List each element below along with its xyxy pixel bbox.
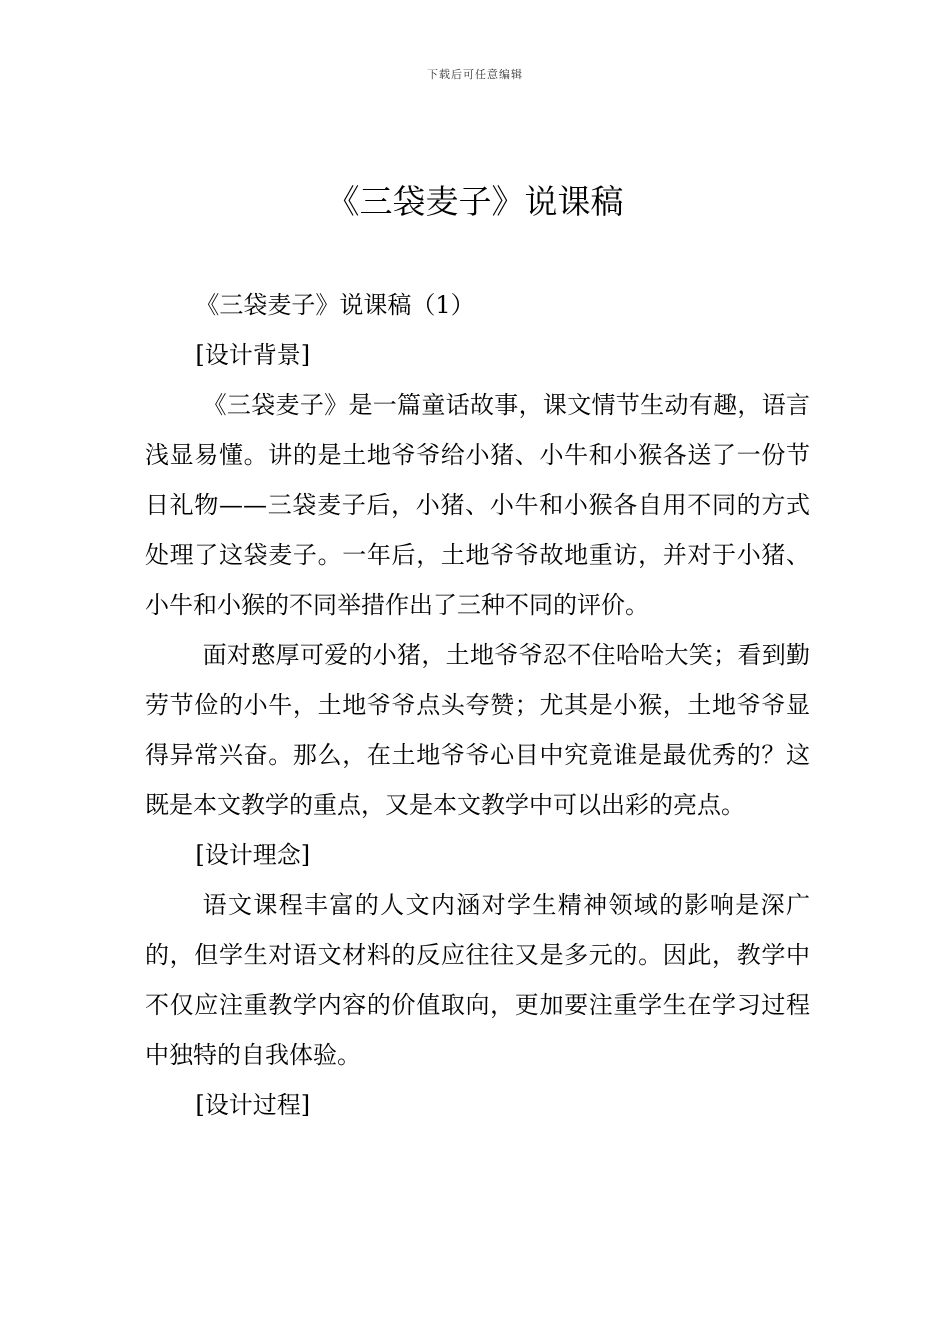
document-subtitle: 《三袋麦子》说课稿（1）: [195, 291, 475, 319]
paragraph-background-2: 面对憨厚可爱的小猪，土地爷爷忍不住哈哈大笑；看到勤劳节俭的小牛，土地爷爷点头夸赞；尤其是小猴，土地爷爷显得异常兴奋。那么，在土地爷爷心目中究竟谁是最优秀的？这既是本文教学的重点，又是本文教学中可以出彩的亮点。: [145, 641, 810, 819]
section-heading-background: [设计背景]: [195, 341, 311, 369]
paragraph-background-1: 《三袋麦子》是一篇童话故事，课文情节生动有趣，语言浅显易懂。讲的是土地爷爷给小猪、小牛和小猴各送了一份节日礼物——三袋麦子后，小猪、小牛和小猴各自用不同的方式处理了这袋麦子。一年后，土地爷爷故地重访，并对于小猪、小牛和小猴的不同举措作出了三种不同的评价。: [145, 391, 810, 619]
document-title: 《三袋麦子》说课稿: [326, 182, 624, 221]
document-body: [145, 280, 810, 1130]
paragraph-concept-1: 语文课程丰富的人文内涵对学生精神领域的影响是深广的，但学生对语文材料的反应往往又是多元的。因此，教学中不仅应注重教学内容的价值取向，更加要注重学生在学习过程中独特的自我体验。: [145, 891, 810, 1069]
section-heading-process: [设计过程]: [195, 1091, 311, 1119]
section-heading-concept: [设计理念]: [195, 841, 311, 869]
download-note: 下载后可任意编辑: [427, 68, 523, 81]
